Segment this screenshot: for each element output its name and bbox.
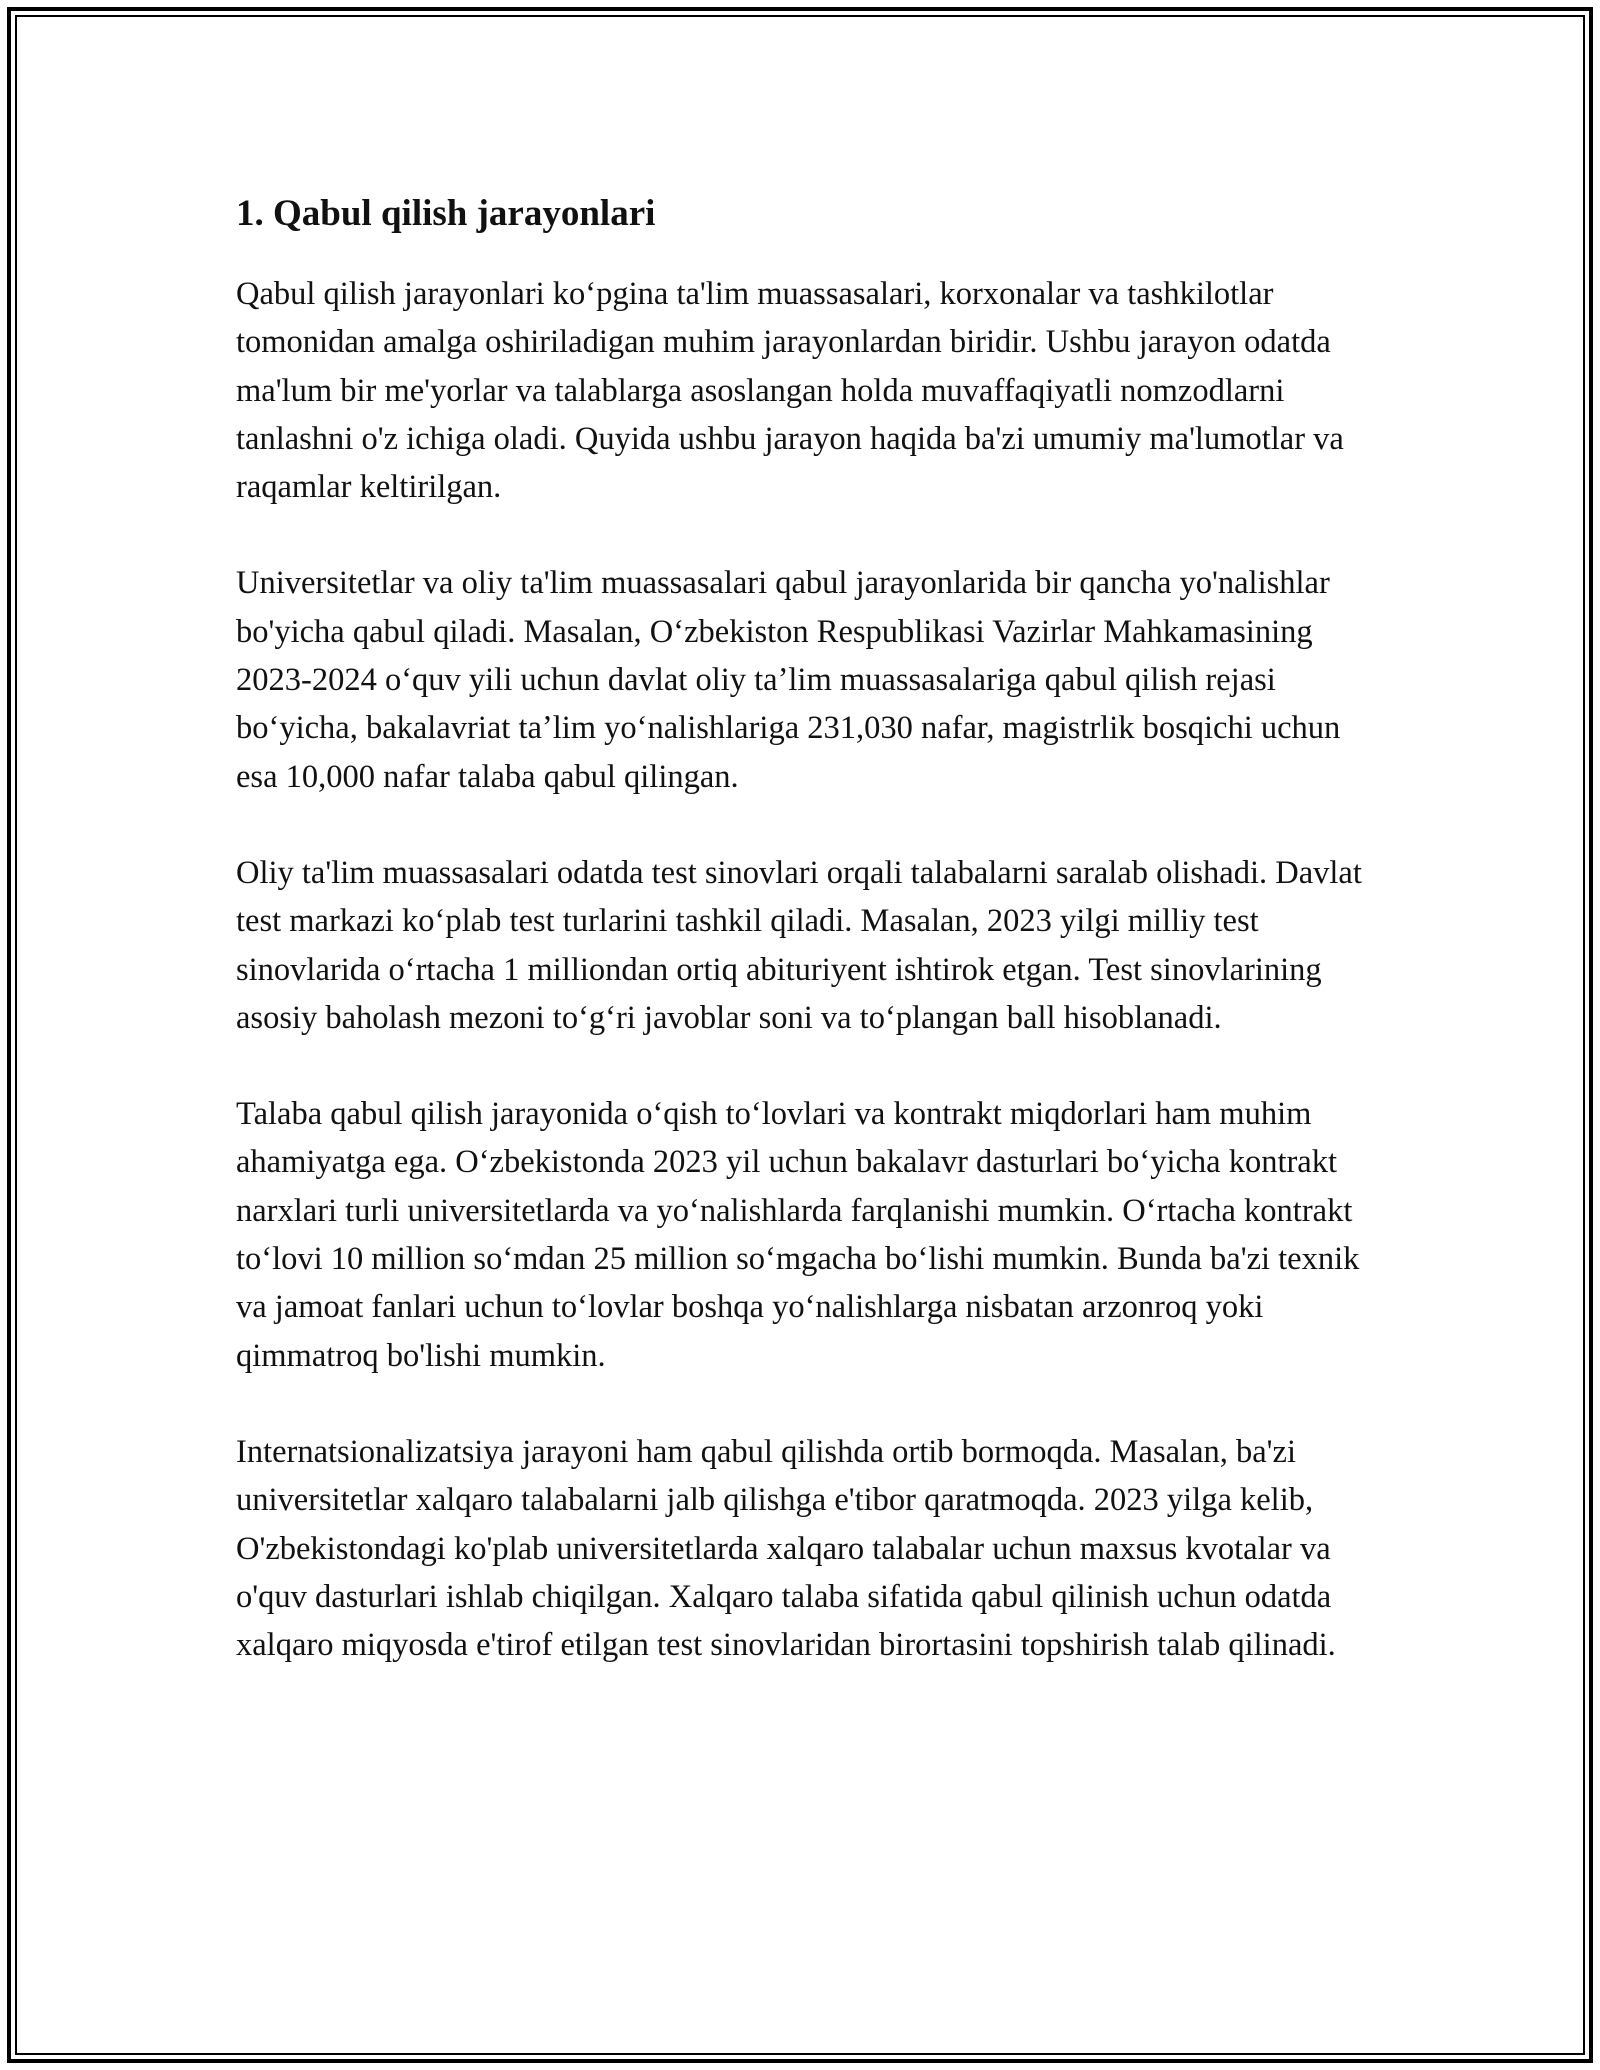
paragraph-intro: Qabul qilish jarayonlari koʻpgina ta'lim muassasalari, korxonalar va tashkilotlar tomonidan amalga oshiriladigan muhim jarayonlardan biridir. Ushbu jarayon odatda ma'lum bir me'yorlar va talablarga asoslangan holda muvaffaqiyatli nomzodlarni tanlashni o'z ichiga oladi. Quyida ushbu jarayon haqida ba'zi umumiy ma'lumotlar va raqamlar keltirilgan.: [236, 276, 1344, 506]
section-title: 1. Qabul qilish jarayonlari: [236, 193, 656, 234]
paragraph-university-admissions: Universitetlar va oliy ta'lim muassasalari qabul jarayonlarida bir qancha yo'nalishlar bo'yicha qabul qiladi. Masalan, Oʻzbekiston Respublikasi Vazirlar Mahkamasining 2023-2024 oʻquv yili uchun davlat oliy taʼlim muassasalariga qabul qilish rejasi boʻyicha, bakalavriat taʼlim yoʻnalishlariga 231,030 nafar, magistrlik bosqichi uchun esa 10,000 nafar talaba qabul qilingan.: [236, 565, 1341, 795]
paragraph-testing: Oliy ta'lim muassasalari odatda test sinovlari orqali talabalarni saralab olishadi. Davlat test markazi koʻplab test turlarini tashkil qiladi. Masalan, 2023 yilgi milliy test sinovlarida oʻrtacha 1 milliondan ortiq abituriyent ishtirok etgan. Test sinovlarining asosiy baholash mezoni toʻgʻri javoblar soni va toʻplangan ball hisoblanadi.: [236, 854, 1362, 1036]
paragraph-tuition-fees: Talaba qabul qilish jarayonida oʻqish toʻlovlari va kontrakt miqdorlari ham muhim ahamiyatga ega. Oʻzbekistonda 2023 yil uchun bakalavr dasturlari boʻyicha kontrakt narxlari turli universitetlarda va yoʻnalishlarda farqlanishi mumkin. Oʻrtacha kontrakt toʻlovi 10 million soʻmdan 25 million soʻmgacha boʻlishi mumkin. Bunda ba'zi texnik va jamoat fanlari uchun toʻlovlar boshqa yoʻnalishlarga nisbatan arzonroq yoki qimmatroq bo'lishi mumkin.: [236, 1096, 1360, 1374]
paragraph-internationalization: Internatsionalizatsiya jarayoni ham qabul qilishda ortib bormoqda. Masalan, ba'zi universitetlar xalqaro talabalarni jalb qilishga e'tibor qaratmoqda. 2023 yilga kelib, O'zbekistondagi ko'plab universitetlarda xalqaro talabalar uchun maxsus kvotalar va o'quv dasturlari ishlab chiqilgan. Xalqaro talaba sifatida qabul qilinish uchun odatda xalqaro miqyosda e'tirof etilgan test sinovlaridan birortasini topshirish talab qilinadi.: [236, 1433, 1336, 1664]
document-body: [236, 184, 1386, 1717]
